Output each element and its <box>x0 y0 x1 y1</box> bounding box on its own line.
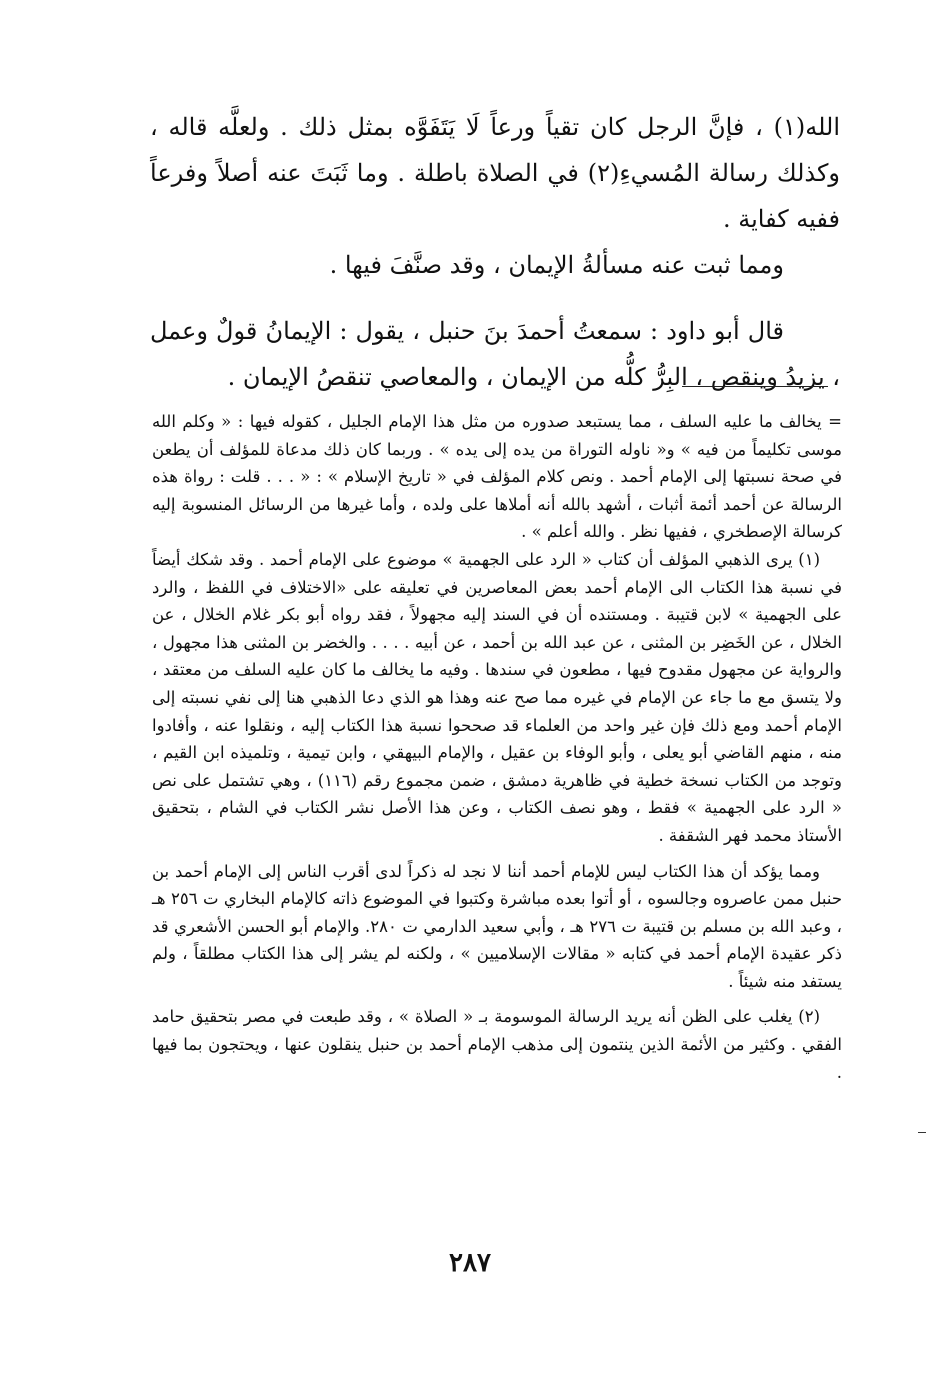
main-paragraph-2: ومما ثبت عنه مسألةُ الإيمان ، وقد صنَّفَ فيها . <box>329 251 784 279</box>
footnote-1-continued: ومما يؤكد أن هذا الكتاب ليس للإمام أحمد أننا لا نجد له ذكراً لدى أقرب الناس إلى الإمام أحمد بن حنبل ممن عاصروه وجالسوه ، أو أتوا بعده مباشرة وكتبوا في الموضوع ذاته كالإمام البخاري ت ٢٥٦ هـ ، وعبد الله بن مسلم بن قتيبة ت ٢٧٦ هـ ، وأبي سعيد الدارمي ت ٢٨٠. والإمام أبو الحسن الأشعري قد ذكر عقيدة الإمام أحمد في كتابه « مقالات الإسلاميين » ، ولكنه لم يشر إلى هذا الكتاب مطلقاً ، ولم يستفد منه شيئاً . <box>152 861 843 991</box>
main-paragraph-1: الله(١) ، فإنَّ الرجل كان تقياً ورعاً لَا يَتَفَوَّه بمثل ذلك . ولعلَّه قاله ، وكذلك رسالة المُسيءِ(٢) في الصلاة باطلة . وما ثَبَتَ عنه أصلاً وفرعاً ففيه كفاية . <box>150 113 840 233</box>
main-paragraph-3: قال أبو داود : سمعتُ أحمدَ بنَ حنبل ، يقول : الإيمانُ قولٌ وعمل ، يزيدُ وينقص ، البِرُّ كلُّه من الإيمان ، والمعاصي تنقصُ الإيمان . <box>150 317 840 391</box>
footnotes <box>152 408 842 1086</box>
footnote-1: (١) يرى الذهبي المؤلف أن كتاب « الرد على الجهمية » موضوع على الإمام أحمد . وقد شكك أيضاً في نسبة هذا الكتاب الى الإمام أحمد بعض المعاصرين في تعليقه على «الاختلاف في اللفظ ، والرد على الجهمية » لابن قتيبة . ومستنده أن في السند إليه مجهولاً ، فقد رواه أبو بكر غلام الخلال ، عن الخلال ، عن الخَضِر بن المثنى ، عن عبد الله بن أحمد ، عن أبيه . . . . والخضر بن المثنى هذا مجهول ، والرواية عن مجهول مقدوح فيها ، مطعون في سندها . وفيه ما يخالف ما كان عليه السلف من معتقد ، ولا يتسق مع ما جاء عن الإمام في غيره مما صح عنه وهذا هو الذي دعا الذهبي هنا إلى نفي نسبته إلى الإمام أحمد ومع ذلك فإن غير واحد من العلماء قد صححوا نسبة هذا الكتاب إليه ، ونقلوا عنه ، وأفادوا منه ، منهم القاضي أبو يعلى ، وأبو الوفاء بن عقيل ، والإمام البيهقي ، وابن تيمية ، وتلميذه ابن القيم ، وتوجد من الكتاب نسخة خطية في ظاهرية دمشق ، ضمن مجموع رقم (١١٦) ، وهي تشتمل على نص « الرد على الجهمية » فقط ، وهو نصف الكتاب ، وعن هذا الأصل نشر الكتاب في الشام ، بتحقيق الأستاذ محمد فهر الشقفة . <box>152 549 842 845</box>
footnote-2: (٢) يغلب على الظن أنه يريد الرسالة الموسومة بـ « الصلاة » ، وقد طبعت في مصر بتحقيق حامد الفقي . وكثير من الأئمة الذين ينتمون إلى مذهب الإمام أحمد بن حنبل ينقلون عنها ، ويحتجون بما فيها . <box>152 1007 842 1082</box>
page-number: ٢٨٧ <box>449 1248 491 1278</box>
footnote-continuation: = يخالف ما عليه السلف ، مما يستبعد صدوره من مثل هذا الإمام الجليل ، كقوله فيها : « وكلم الله موسى تكليماً من فيه » و« ناوله التوراة من يده إلى يده » . وربما كان ذلك مدعاة للمؤلف أن يطعن في صحة نسبتها إلى الإمام أحمد . ونص كلام المؤلف في « تاريخ الإسلام » : « . . . قلت : رواة هذه الرسالة عن أحمد أئمة أثبات ، أشهد بالله أنه أملاها على ولده ، وأما غيرها من الرسائل المنسوبة إليه كرسالة الإصطخري ، ففيها نظر . والله أعلم » . <box>152 412 842 542</box>
margin-mark <box>918 1132 926 1133</box>
footnote-separator <box>682 386 828 387</box>
main-text <box>150 104 840 400</box>
